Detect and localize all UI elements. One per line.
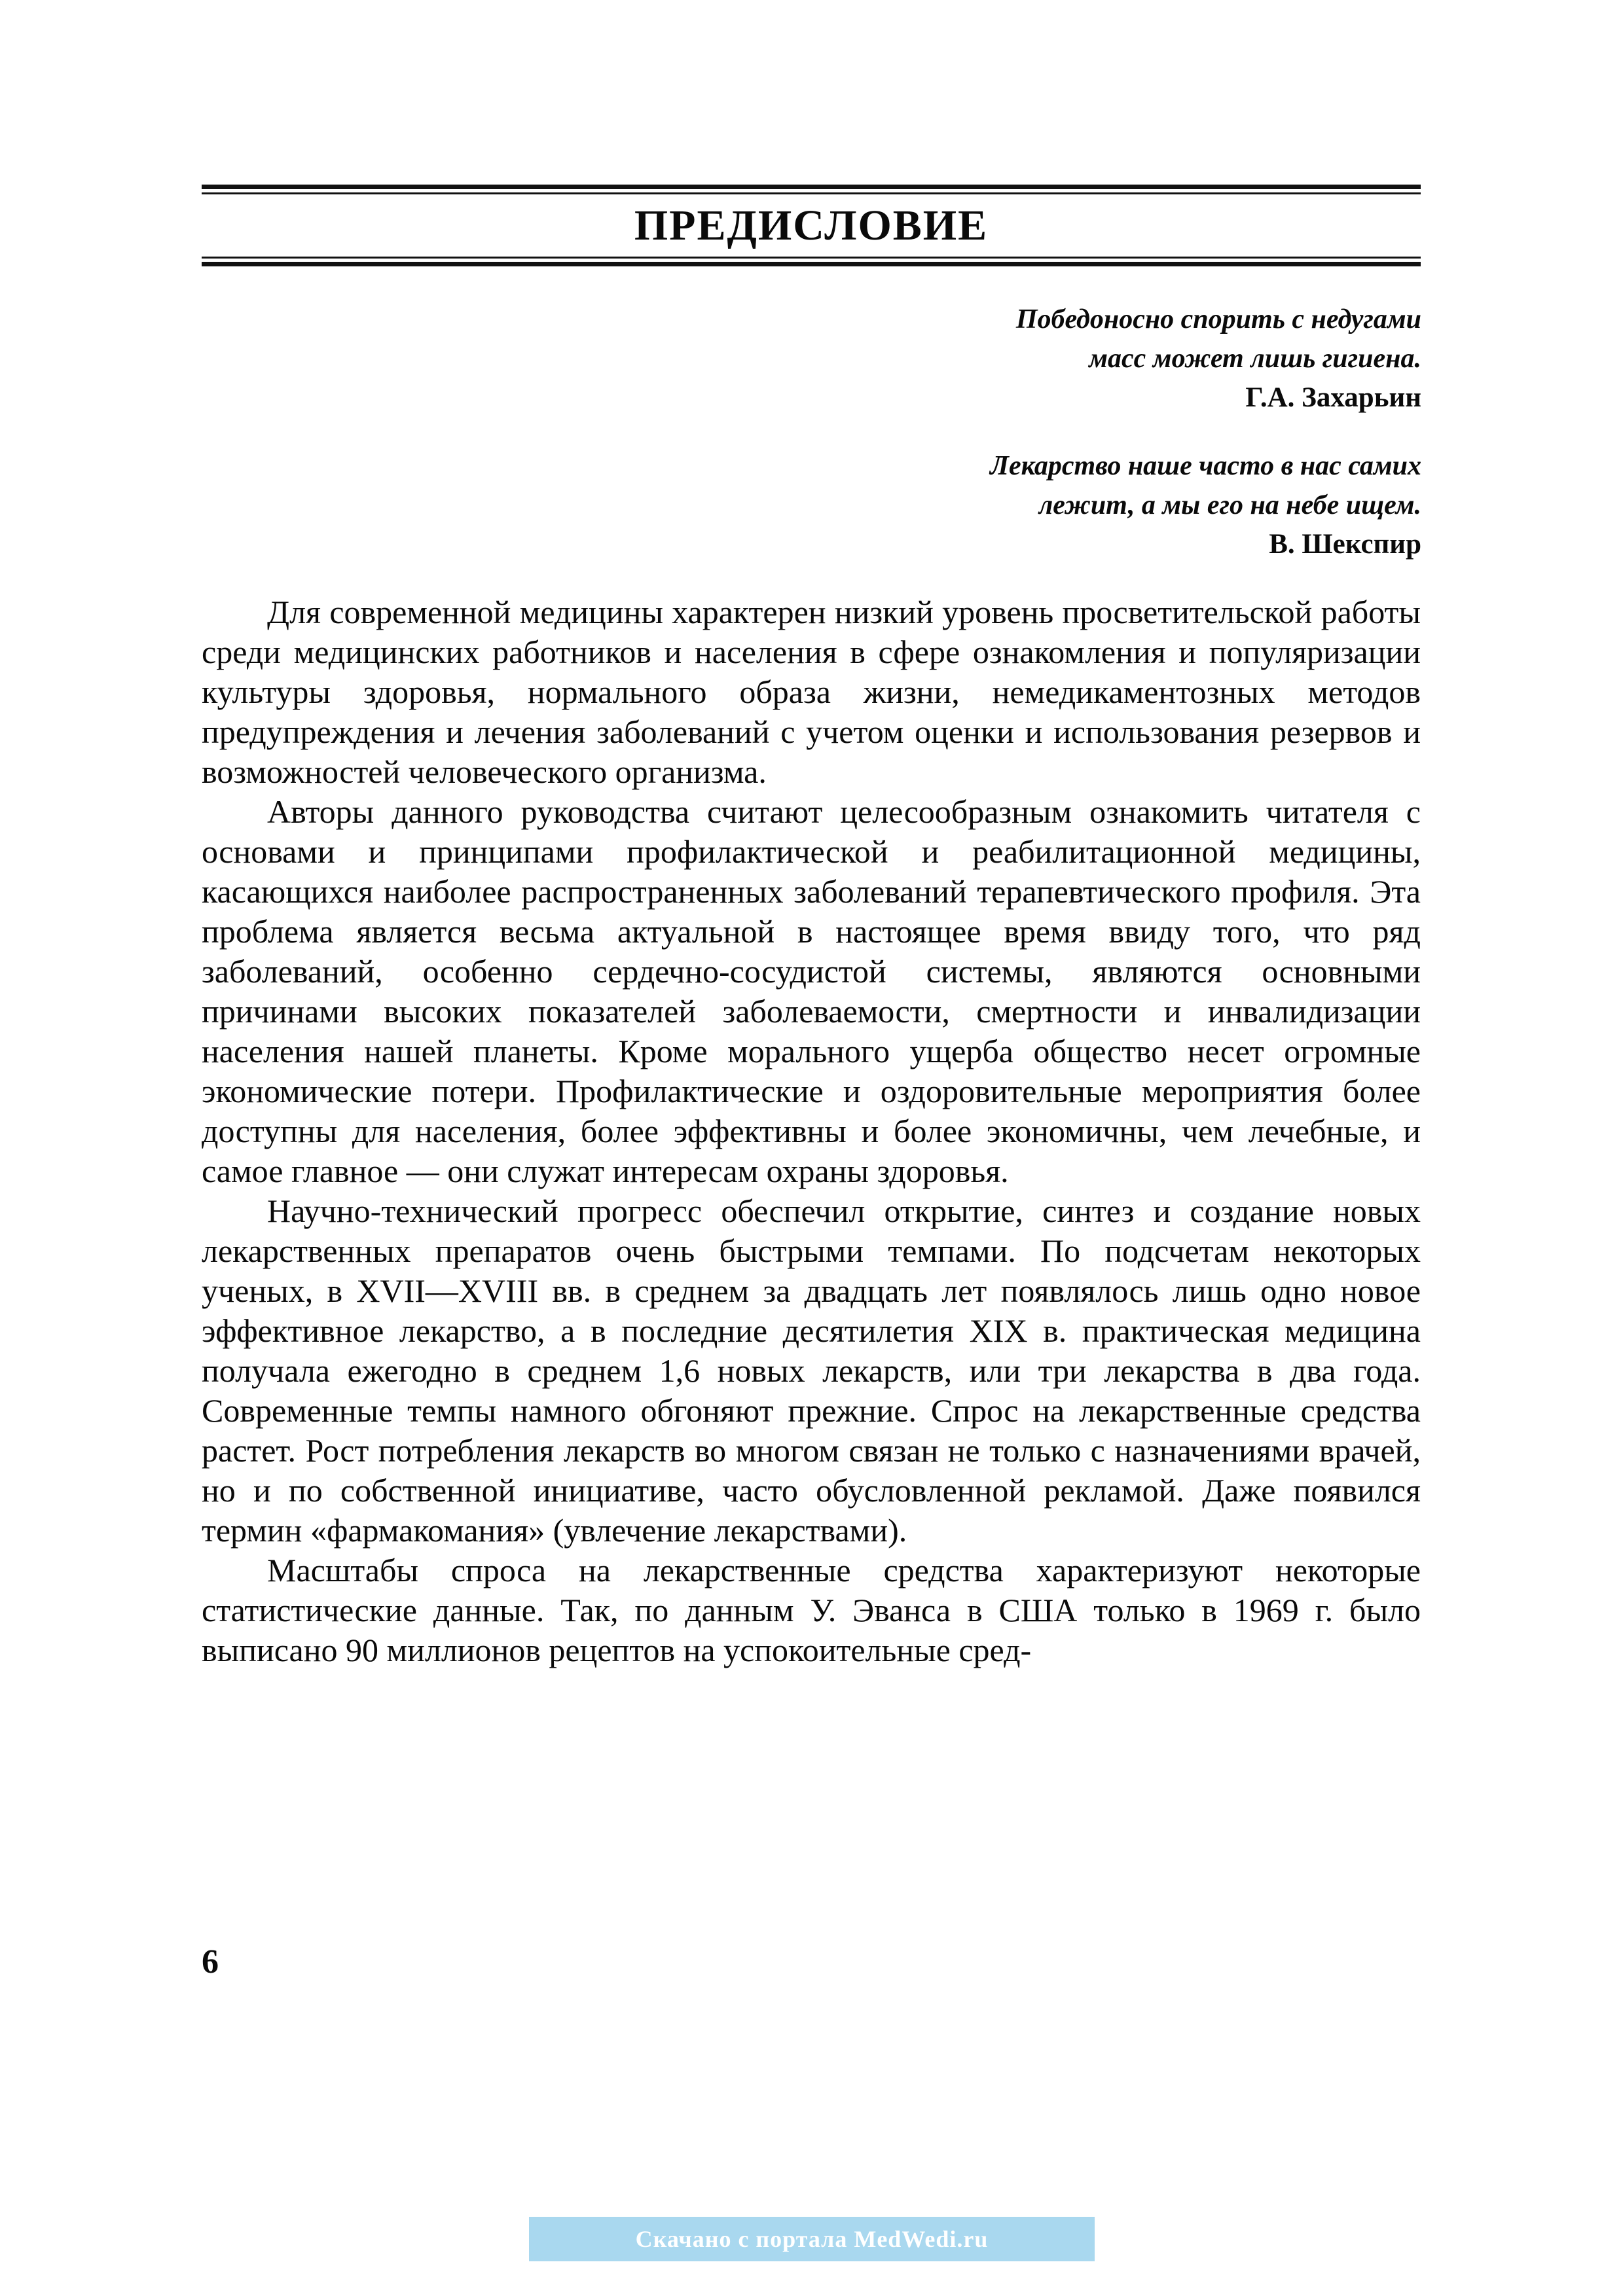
paragraph: Масштабы спроса на лекарственные средства характеризуют некоторые статистические данные. Так, по данным У. Эванса в США только в 1969 г. было выписано 90 миллионов рецептов на успокоительные сред- — [202, 1552, 1421, 1668]
page-number: 6 — [202, 1943, 219, 1981]
epigraph-author: Г.А. Захарьин — [1245, 382, 1421, 413]
page-title: ПРЕДИСЛОВИЕ — [634, 202, 989, 249]
epigraph-line: Победоносно спорить с недугами — [1015, 304, 1421, 334]
epigraph-zakharyin — [1016, 300, 1421, 418]
epigraph-author: В. Шекспир — [1269, 529, 1421, 560]
bottom-rule-thin — [202, 257, 1421, 259]
paragraph: Для современной медицины характерен низкий уровень просветительской работы среди медицинских работников и населения в сфере ознакомления и популяризации культуры здоровья, нормального образа жизни, немедикаментозных методов предупреждения и лечения заболеваний с учетом оценки и использования резервов и возможностей человеческого организма. — [202, 594, 1421, 790]
epigraph-line: лежит, а мы его на небе ищем. — [1038, 490, 1421, 520]
body-text — [202, 592, 1421, 1670]
top-rule-thin — [202, 192, 1421, 194]
epigraph-line: Лекарство наше часто в нас самих — [990, 451, 1421, 481]
paragraph: Научно-технический прогресс обеспечил открытие, синтез и создание новых лекарственных препаратов очень быстрыми темпами. По подсчетам некоторых ученых, в XVII—XVIII вв. в среднем за двадцать лет появлялось лишь одно новое эффективное лекарство, а в последние десятилетия XIX в. практическая медицина получала ежегодно в среднем 1,6 новых лекарств, или три лекарства в два года. Современные темпы намного обгоняют прежние. Спрос на лекарственные средства растет. Рост потребления лекарств во многом связан не только с назначениями врачей, но и по собственной инициативе, часто обусловленной рекламой. Даже появился термин «фармакомания» (увлечение лекарствами). — [202, 1193, 1421, 1549]
epigraph-line: масс может лишь гигиена. — [1089, 344, 1421, 374]
epigraph-shakespeare — [990, 446, 1421, 564]
bottom-rule-thick — [202, 262, 1421, 266]
paragraph: Авторы данного руководства считают целесообразным ознакомить читателя с основами и принципами профилактической и реабилитационной медицины, касающихся наиболее распространенных заболеваний терапевтического профиля. Эта проблема является весьма актуальной в настоящее время ввиду того, что ряд заболеваний, особенно сердечно-сосудистой системы, являются основными причинами высоких показателей заболеваемости, смертности и инвалидизации населения нашей планеты. Кроме морального ущерба общество несет огромные экономические потери. Профилактические и оздоровительные мероприятия более доступны для населения, более эффективны и более экономичны, чем лечебные, и самое главное — они служат интересам охраны здоровья. — [202, 793, 1421, 1189]
source-watermark: Скачано с портала MedWedi.ru — [529, 2217, 1095, 2261]
top-rule-thick — [202, 185, 1421, 189]
